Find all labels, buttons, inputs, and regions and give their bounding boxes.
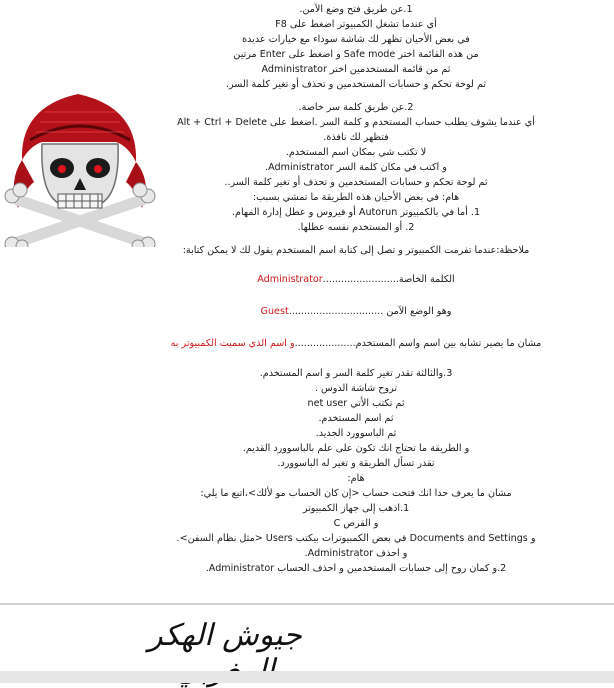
section-1-line: من هذه القائمة اختر Safe mode و اضغط على Enter مرتين xyxy=(233,49,479,60)
note-item xyxy=(100,272,612,287)
section-1 xyxy=(100,2,612,92)
section-2-line: أي عندما يشوف يطلب حساب المستخدم و كلمة السر .اضغط على Alt + Ctrl + Delete xyxy=(177,117,535,128)
note-intro: ملاحظة:عندما تفرمت الكمبيوتر و تصل إلى كتابة اسم المستخدم يقول لك لا يمكن كتابة: xyxy=(182,245,530,256)
section-2-line: لا تكتب شي بمكان اسم المستخدم. xyxy=(285,147,427,158)
note-item-text: مشان ما يصير تشابه بين اسم واسم المستخدم. xyxy=(352,338,542,349)
section-3-line: تروح شاشة الدوس . xyxy=(314,383,398,394)
section-3-line: تقدر تسأل الطريقة و تغير له الباسوورد. xyxy=(277,458,435,469)
note-section xyxy=(100,243,612,351)
section-2-heading: 2.عن طريق كلمة سر خاصة. xyxy=(298,102,414,113)
note-item-red: Guest xyxy=(260,306,289,317)
section-3-line: ثم الباسوورد الجديد. xyxy=(315,428,397,439)
note-item-dots: ........................ xyxy=(322,274,396,285)
section-3-line: هام: xyxy=(347,473,365,484)
section-2-line: فتظهر لك نافذة. xyxy=(323,132,389,143)
section-3-line: و الطريقة ما تحتاج انك تكون على علم بالباسوورد القديم. xyxy=(242,443,470,454)
note-item xyxy=(100,336,612,351)
section-1-line: ثم من قائمة المستخدمين اختر Administrator xyxy=(261,64,451,75)
section-1-line: في بعض الأحيان تظهر لك شاشة سوداء مع خيارات عديدة xyxy=(242,34,470,45)
section-2-line: ثم لوحة تحكم و حسابات المستخدمين و تحذف أو تغير كلمة السر.. xyxy=(224,177,488,188)
section-1-line: ثم لوحة تحكم و حسابات المستخدمين و تحذف أو تغير كلمة السر. xyxy=(225,79,487,90)
section-3-line: 2.و كمان روح إلى حسابات المستخدمين و احذف الحساب Administrator. xyxy=(205,563,507,574)
document-body xyxy=(100,2,612,576)
section-2 xyxy=(100,100,612,235)
note-item-red: Administrator xyxy=(257,274,323,285)
footer-bottom-strip xyxy=(0,671,614,683)
signature: جيوش الهكر xyxy=(148,618,302,653)
section-3-heading: 3.والثالثة تقدر تغير كلمة السر و اسم المستخدم. xyxy=(259,368,453,379)
section-3-line: و القرص C xyxy=(333,518,379,529)
section-3-line: ثم تكتب الأتي net user xyxy=(307,398,405,409)
note-item-text: وهو الوضع الآمن . xyxy=(380,306,452,317)
section-1-heading: 1.عن طريق فتح وضع الآمن. xyxy=(299,4,413,15)
section-3-line: و احذف Administrator. xyxy=(304,548,408,559)
note-item xyxy=(100,304,612,319)
note-item-red: و اسم الذي سميت الكمبيوتر به xyxy=(170,338,295,349)
section-3-line: ثم اسم المستخدم. xyxy=(318,413,394,424)
section-3 xyxy=(100,366,612,576)
note-item-dots: .............................. xyxy=(288,306,381,317)
section-3-line: و Documents and Settings في بعض الكمبيوترات بيكتب Users <مثل نظام السفن>. xyxy=(176,533,536,544)
note-item-text: الكلمة الخاصة. xyxy=(395,274,455,285)
section-2-line: 1. أما في بالكمبيوتر Autorun أو فيروس و عطل إدارة المهام. xyxy=(231,207,481,218)
section-3-line: مشان ما يعرف حدا انك فتحت حساب <إن كان الحساب مو لألك>،اتبع ما يلي: xyxy=(200,488,512,499)
note-item-dots: ................... xyxy=(294,338,353,349)
section-1-line: أي عندما تشغل الكمبيوتر اضغط على F8 xyxy=(275,19,437,30)
section-2-line: و اكتب في مكان كلمة السر Administrator. xyxy=(265,162,447,173)
section-3-line: 1.اذهب إلى جهاز الكمبيوتر xyxy=(302,503,410,514)
section-2-line: 2. أو المستخدم نفسه عطلها. xyxy=(297,222,415,233)
section-2-line: هام: في بعض الأحيان هذه الطريقة ما تمشي بسبب: xyxy=(252,192,460,203)
